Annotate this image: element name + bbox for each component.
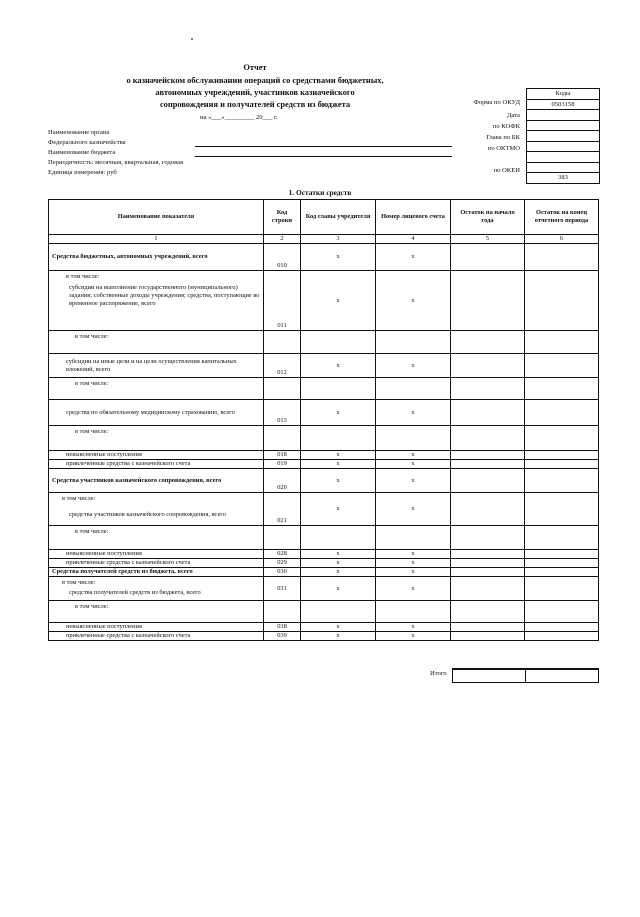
report-date-line: на «___»_________ 20___ г. <box>200 114 278 121</box>
table-row: Средства бюджетных, автономных учреждений, всего 010 х х <box>49 244 599 271</box>
table-row: в том числе: <box>49 378 599 400</box>
code-blank <box>527 151 599 162</box>
table-row: в том числе: <box>49 601 599 623</box>
header-row-code: Код строки <box>264 200 301 235</box>
label-okud: Форма по ОКУД <box>473 99 520 106</box>
header-account-number: Номер лицевого счета <box>376 200 451 235</box>
field-treasury: Федерального казначейства <box>48 139 126 146</box>
table-row: средства по обязательному медицинскому страхованию, всего 013 х х <box>49 400 599 426</box>
table-row: в том числе: субсидии на выполнение государственного (муниципального) задания; собственные доходы учреждения; средства, поступающие во временное распоряжение, всего 011 х х <box>49 271 599 331</box>
col-number: 2 <box>264 235 301 244</box>
total-label: Итого <box>430 670 447 677</box>
header-indicator: Наименование показателя <box>49 200 264 235</box>
report-subtitle-line-1: о казначейском обслуживании операций со средствами бюджетных, <box>126 76 384 85</box>
code-glava-bk <box>527 130 599 141</box>
table-row: невыясненные поступления 038 х х <box>49 623 599 632</box>
field-treasury-line <box>195 146 452 147</box>
code-date <box>527 109 599 120</box>
table-row: Средства участников казначейского сопровождения, всего 020 х х <box>49 469 599 493</box>
code-oktmo <box>527 141 599 152</box>
header-founder-code: Код главы учредителя <box>301 200 376 235</box>
table-row: субсидии на иные цели и на цели осуществления капитальных вложений, всего 012 х х <box>49 354 599 378</box>
table-row: привлеченные средства с казначейского счета 029 х х <box>49 559 599 568</box>
table-row: в том числе: <box>49 426 599 451</box>
report-title: Отчет <box>243 63 267 72</box>
label-okei: по ОКЕИ <box>493 167 520 174</box>
col-number: 4 <box>376 235 451 244</box>
table-row: в том числе: <box>49 526 599 550</box>
table-row: привлеченные средства с казначейского счета 019 х х <box>49 460 599 469</box>
header-balance-end: Остаток на конец отчетного периода <box>525 200 599 235</box>
code-blank <box>527 162 599 173</box>
col-number: 1 <box>49 235 264 244</box>
table-row: Средства получателей средств из бюджета, всего 030 х х <box>49 568 599 577</box>
code-okud: 0503158 <box>527 99 599 110</box>
field-budget: Наименование бюджета <box>48 149 116 156</box>
header-balance-start: Остаток на начало года <box>451 200 525 235</box>
report-subtitle-line-2: автономных учреждений, участников казначейского <box>155 88 355 97</box>
report-subtitle-line-3: сопровождения и получателей средств из бюджета <box>159 100 351 109</box>
label-date: Дата <box>506 112 520 119</box>
field-organ: Наименование органа <box>48 129 110 136</box>
field-unit: Единица измерения: руб <box>48 169 117 176</box>
field-budget-line <box>195 156 452 157</box>
table-row: невыясненные поступления 018 х х <box>49 451 599 460</box>
table-row: в том числе: средства участников казначейского сопровождения, всего 021 х х <box>49 493 599 526</box>
table-row: в том числе: <box>49 331 599 354</box>
label-glava-bk: Глава по БК <box>486 134 520 141</box>
label-oktmo: по ОКТМО <box>487 145 520 152</box>
table-row: невыясненные поступления 028 х х <box>49 550 599 559</box>
total-box <box>452 668 599 683</box>
label-kofk: по КОФК <box>492 123 520 130</box>
codes-box <box>526 88 600 184</box>
total-box-divider <box>525 670 526 682</box>
field-period: Периодичность: месячная, квартальная, годовая <box>48 159 184 166</box>
scan-speck <box>191 38 193 40</box>
col-number: 5 <box>451 235 525 244</box>
codes-header: Коды <box>555 90 571 97</box>
code-kofk <box>527 120 599 131</box>
section-title: 1. Остатки средств <box>288 188 352 197</box>
code-okei: 383 <box>527 172 599 183</box>
col-number: 3 <box>301 235 376 244</box>
balances-table <box>48 199 599 641</box>
table-row: привлеченные средства с казначейского счета 039 х х <box>49 632 599 641</box>
col-number: 6 <box>525 235 599 244</box>
table-row: в том числе: средства получателей средств из бюджета, всего 031 х х <box>49 577 599 601</box>
